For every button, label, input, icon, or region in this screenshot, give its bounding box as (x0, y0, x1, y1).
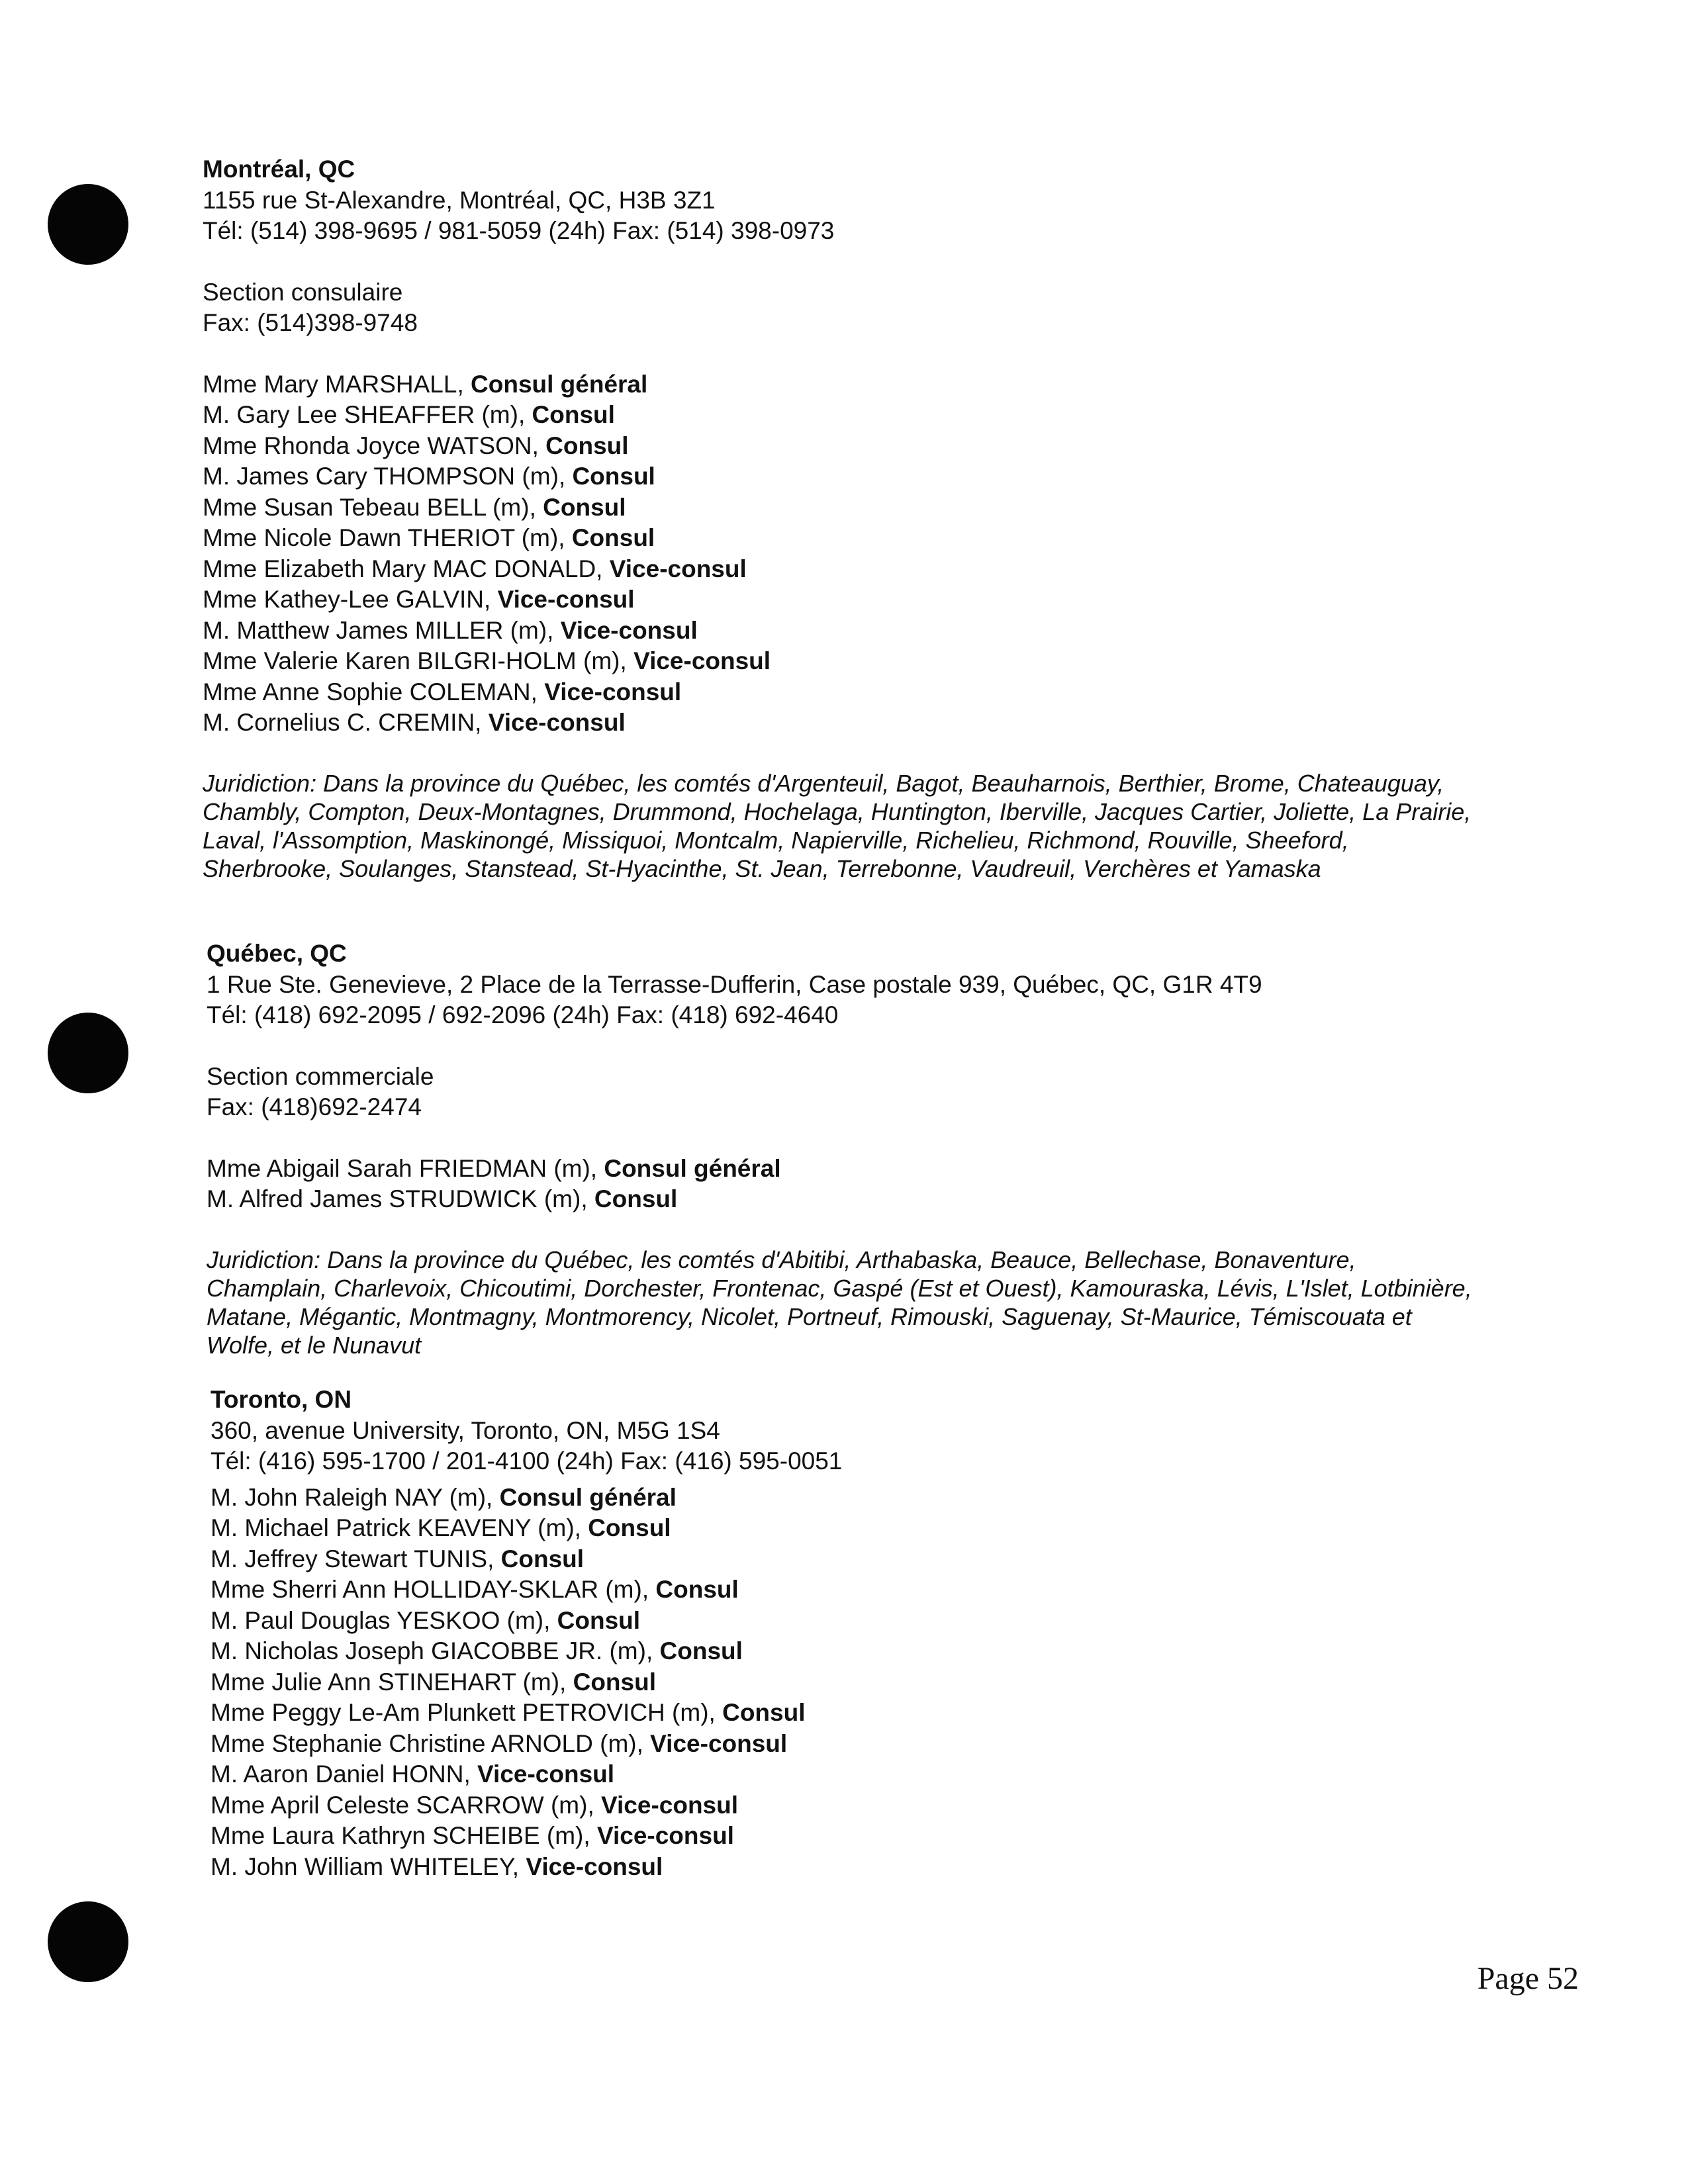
staff-name: M. Jeffrey Stewart TUNIS, (211, 1545, 501, 1572)
staff-entry (211, 1852, 1614, 1883)
staff-entry (211, 1544, 1614, 1575)
staff-title: Consul (543, 493, 626, 521)
staff-title: Consul général (471, 370, 648, 398)
binder-hole-top (48, 184, 128, 265)
staff-name: Mme Mary MARSHALL, (203, 370, 471, 398)
staff-entry (211, 1667, 1614, 1698)
city-heading: Montréal, QC (203, 156, 355, 183)
staff-title: Vice-consul (650, 1729, 788, 1757)
staff-title: Vice-consul (488, 709, 626, 736)
staff-name: Mme Laura Kathryn SCHEIBE (m), (211, 1822, 597, 1849)
staff-title: Consul (557, 1606, 641, 1634)
staff-name: M. James Cary THOMPSON (m), (203, 463, 573, 490)
staff-title: Vice-consul (633, 647, 771, 674)
staff-entry (203, 461, 1606, 492)
city-heading: Québec, QC (207, 940, 347, 967)
staff-entry (203, 584, 1606, 615)
staff-title: Consul (573, 1668, 656, 1696)
staff-name: Mme Abigail Sarah FRIEDMAN (m), (207, 1154, 604, 1182)
jurisdiction-line: Matane, Mégantic, Montmagny, Montmorency, Nicolet, Portneuf, Rimouski, Saguenay, St-Maurice, Témiscouata et (207, 1302, 1412, 1330)
staff-title: Vice-consul (609, 555, 747, 582)
staff-list (207, 1154, 1610, 1215)
city-heading: Toronto, ON (211, 1386, 352, 1413)
address: 1 Rue Ste. Genevieve, 2 Place de la Terrasse-Dufferin, Case postale 939, Québec, QC, G1R 4T9 (207, 970, 1262, 998)
staff-entry (203, 646, 1606, 677)
section-name: Section commerciale (207, 1062, 434, 1090)
staff-entry (203, 707, 1606, 739)
jurisdiction-line: Champlain, Charlevoix, Chicoutimi, Dorchester, Frontenac, Gaspé (Est et Ouest), Kamouraska, Lévis, L'Islet, Lotbinière, (207, 1274, 1472, 1302)
staff-entry (203, 431, 1606, 462)
staff-entry (203, 492, 1606, 523)
staff-entry (211, 1606, 1614, 1637)
staff-name: M. Cornelius C. CREMIN, (203, 709, 489, 736)
consulate-montreal (203, 154, 1606, 883)
staff-title: Vice-consul (544, 678, 682, 705)
staff-name: M. Aaron Daniel HONN, (211, 1760, 478, 1788)
staff-title: Vice-consul (477, 1760, 615, 1788)
staff-entry (203, 677, 1606, 708)
jurisdiction-line: Laval, l'Assomption, Maskinongé, Missiquoi, Montcalm, Napierville, Richelieu, Richmond, Rouville, Sheeford, (203, 826, 1349, 854)
staff-title: Vice-consul (526, 1852, 663, 1880)
staff-entry (211, 1729, 1614, 1760)
jurisdiction-text (203, 769, 1606, 883)
staff-name: Mme Stephanie Christine ARNOLD (m), (211, 1729, 651, 1757)
staff-name: M. John Raleigh NAY (m), (211, 1483, 500, 1511)
phone-fax: Tél: (418) 692-2095 / 692-2096 (24h) Fax: (418) 692-4640 (207, 1001, 839, 1028)
staff-title: Consul général (499, 1483, 677, 1511)
address: 360, avenue University, Toronto, ON, M5G 1S4 (211, 1416, 720, 1444)
staff-name: Mme Julie Ann STINEHART (m), (211, 1668, 573, 1696)
staff-entry (211, 1698, 1614, 1729)
consulate-quebec (207, 938, 1610, 1359)
staff-entry (207, 1154, 1610, 1185)
address: 1155 rue St-Alexandre, Montréal, QC, H3B 3Z1 (203, 186, 716, 214)
staff-name: M. Matthew James MILLER (m), (203, 616, 561, 644)
staff-entry (211, 1636, 1614, 1667)
staff-entry (203, 400, 1606, 431)
staff-title: Vice-consul (497, 586, 635, 613)
staff-title: Consul général (604, 1154, 781, 1182)
staff-name: Mme Susan Tebeau BELL (m), (203, 493, 543, 521)
staff-name: M. Michael Patrick KEAVENY (m), (211, 1514, 588, 1541)
jurisdiction-text (207, 1246, 1610, 1359)
staff-title: Consul (572, 463, 655, 490)
staff-title: Vice-consul (596, 1822, 734, 1849)
staff-title: Consul (722, 1699, 806, 1726)
staff-name: M. John William WHITELEY, (211, 1852, 526, 1880)
jurisdiction-line: Juridiction: Dans la province du Québec, les comtés d'Abitibi, Arthabaska, Beauce, Bellechase, Bonaventure, (207, 1246, 1356, 1273)
staff-name: Mme Nicole Dawn THERIOT (m), (203, 524, 572, 551)
section-fax: Fax: (514)398-9748 (203, 309, 418, 336)
staff-name: Mme Anne Sophie COLEMAN, (203, 678, 545, 705)
staff-entry (211, 1790, 1614, 1821)
staff-name: M. Nicholas Joseph GIACOBBE JR. (m), (211, 1637, 660, 1664)
section-fax: Fax: (418)692-2474 (207, 1093, 422, 1120)
consulate-toronto (211, 1385, 1614, 1882)
staff-name: Mme Rhonda Joyce WATSON, (203, 432, 546, 459)
staff-title: Consul (588, 1514, 671, 1541)
jurisdiction-line: Chambly, Compton, Deux-Montagnes, Drummond, Hochelaga, Huntington, Iberville, Jacques Cartier, Joliette, La Prairie, (203, 797, 1472, 825)
staff-entry (203, 554, 1606, 585)
staff-title: Consul (571, 524, 655, 551)
staff-entry (203, 523, 1606, 554)
phone-fax: Tél: (514) 398-9695 / 981-5059 (24h) Fax: (514) 398-0973 (203, 217, 835, 244)
staff-name: Mme Peggy Le-Am Plunkett PETROVICH (m), (211, 1699, 723, 1726)
staff-title: Consul (659, 1637, 743, 1664)
staff-name: Mme Valerie Karen BILGRI-HOLM (m), (203, 647, 634, 674)
section-name: Section consulaire (203, 278, 403, 306)
staff-title: Consul (545, 432, 629, 459)
binder-hole-bottom (48, 1901, 128, 1982)
staff-entry (203, 615, 1606, 647)
staff-name: Mme April Celeste SCARROW (m), (211, 1791, 602, 1819)
staff-name: M. Gary Lee SHEAFFER (m), (203, 401, 532, 428)
staff-name: Mme Sherri Ann HOLLIDAY-SKLAR (m), (211, 1576, 656, 1603)
staff-list (211, 1482, 1614, 1883)
staff-title: Consul (532, 401, 615, 428)
page-number: Page 52 (1477, 1961, 1579, 1996)
jurisdiction-line: Sherbrooke, Soulanges, Stanstead, St-Hyacinthe, St. Jean, Terrebonne, Vaudreuil, Verchères et Yamaska (203, 854, 1321, 882)
staff-entry (211, 1513, 1614, 1544)
staff-name: M. Alfred James STRUDWICK (m), (207, 1185, 594, 1212)
staff-entry (211, 1759, 1614, 1790)
staff-entry (207, 1184, 1610, 1215)
staff-title: Consul (500, 1545, 585, 1572)
staff-entry (211, 1574, 1614, 1606)
staff-name: Mme Kathey-Lee GALVIN, (203, 586, 498, 613)
staff-name: Mme Elizabeth Mary MAC DONALD, (203, 555, 610, 582)
staff-title: Vice-consul (560, 616, 698, 644)
staff-title: Consul (594, 1185, 678, 1212)
staff-title: Vice-consul (601, 1791, 739, 1819)
staff-list (203, 369, 1606, 739)
staff-entry (211, 1482, 1614, 1514)
binder-hole-middle (48, 1013, 128, 1093)
staff-entry (203, 369, 1606, 400)
staff-entry (211, 1821, 1614, 1852)
jurisdiction-line: Wolfe, et le Nunavut (207, 1331, 422, 1359)
staff-title: Consul (655, 1576, 739, 1603)
phone-fax: Tél: (416) 595-1700 / 201-4100 (24h) Fax: (416) 595-0051 (211, 1447, 843, 1475)
jurisdiction-line: Juridiction: Dans la province du Québec, les comtés d'Argenteuil, Bagot, Beauharnois, Berthier, Brome, Chateauguay, (203, 769, 1444, 797)
staff-name: M. Paul Douglas YESKOO (m), (211, 1606, 557, 1634)
